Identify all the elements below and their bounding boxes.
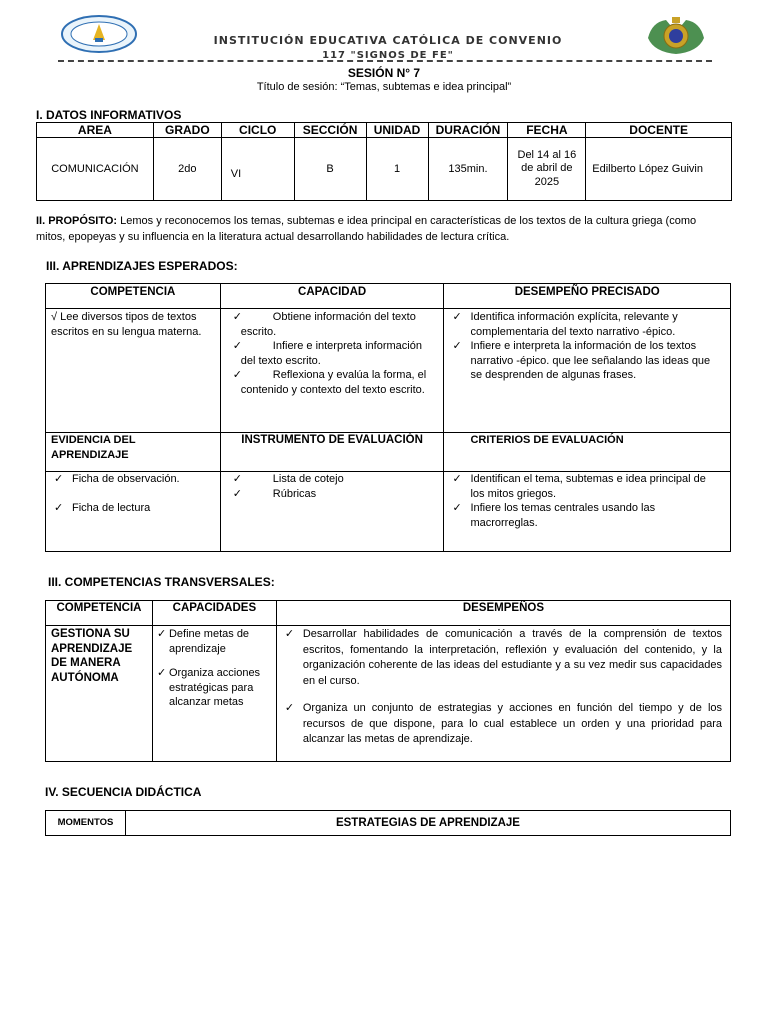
competencia-cell [46, 309, 221, 433]
value-seccion: B [294, 138, 366, 201]
desempenos-t-cell [276, 626, 730, 762]
school-logo-right [642, 14, 710, 56]
transversales-content-row [46, 626, 731, 762]
capacidad-cell [220, 309, 444, 433]
value-grado: 2do [153, 138, 221, 201]
criterio-item: ✓ Identifican el tema, subtemas e idea principal de los mitos griegos. [452, 473, 706, 500]
check-icon: ✓ [284, 628, 295, 640]
value-fecha: Del 14 al 16 de abril de 2025 [508, 138, 586, 201]
instrumento-item: ✓ Lista de cotejo [232, 473, 344, 485]
secuencia-heading: IV. SECUENCIA DIDÁCTICA [45, 785, 202, 799]
value-duracion: 135min. [428, 138, 508, 201]
header-duracion: DURACIÓN [428, 123, 508, 138]
header-grado: GRADO [153, 123, 221, 138]
aprendizajes-header-row [46, 284, 731, 309]
check-icon: ✓ [232, 487, 242, 500]
check-icon: ✓ [54, 473, 64, 485]
session-number: SESIÓN N° 7 [347, 66, 421, 80]
check-icon: ✓ [156, 667, 167, 679]
check-icon: ✓ [156, 628, 167, 640]
header-fecha: FECHA [508, 123, 586, 138]
check-icon: ✓ [232, 340, 242, 352]
check-icon: ✓ [452, 473, 462, 485]
check-icon: ✓ [452, 311, 462, 323]
capacidades-t-cell [152, 626, 276, 762]
header-unidad: UNIDAD [366, 123, 428, 138]
header-desempeno: DESEMPEÑO PRECISADO [444, 284, 731, 309]
evidencia-cell [46, 472, 221, 552]
header-competencia-t: COMPETENCIA [46, 601, 153, 626]
check-icon: ✓ [232, 369, 242, 381]
check-icon: ✓ [452, 502, 462, 514]
competencia-text: √ Lee diversos tipos de textos escritos en su lengua materna. [51, 311, 202, 338]
evidencia-item: ✓ Ficha de lectura [54, 501, 151, 514]
capacidad-t-item: ✓ Define metas de aprendizaje [156, 628, 250, 655]
check-icon: ✓ [452, 340, 462, 352]
evidencia-item: ✓ Ficha de observación. [54, 473, 180, 485]
transversales-table [45, 600, 731, 762]
aprendizajes-heading: III. APRENDIZAJES ESPERADOS: [46, 259, 238, 273]
header-momentos: MOMENTOS [46, 811, 126, 836]
datos-table [36, 122, 732, 201]
capacidad-item: ✓ Reflexiona y evalúa la forma, el contenido y contexto del texto escrito. [232, 369, 427, 396]
check-icon: ✓ [284, 702, 295, 714]
datos-value-row [37, 138, 732, 201]
evaluacion-content-row [46, 472, 731, 552]
proposito-label: II. PROPÓSITO: [36, 215, 118, 227]
header-desempenos-t: DESEMPEÑOS [276, 601, 730, 626]
transversales-header-row [46, 601, 731, 626]
criterio-item: ✓ Infiere los temas centrales usando las macrorreglas. [452, 502, 656, 529]
header-criterios: CRITERIOS DE EVALUACIÓN [444, 433, 731, 472]
desempeno-t-item: ✓ Organiza un conjunto de estrategias y acciones en función del tiempo y de los recursos de que dispone, para lo cual establece un orden y una prioridad para alcanzar las metas de aprendizaje. [284, 702, 722, 745]
check-icon: ✓ [232, 473, 242, 485]
header-ciclo: CICLO [221, 123, 294, 138]
capacidad-item: ✓ Infiere e interpreta información del texto escrito. [232, 340, 422, 367]
desempeno-item: ✓ Infiere e interpreta la información de los textos narrativo -épico. que lee señalando las ideas que se desprenden de algunas frases. [452, 340, 711, 381]
header-instrumento: INSTRUMENTO DE EVALUACIÓN [220, 433, 444, 472]
aprendizajes-content-row [46, 309, 731, 433]
header-capacidad: CAPACIDAD [220, 284, 444, 309]
value-docente: Edilberto López Guivin [586, 138, 732, 201]
secuencia-table [45, 810, 731, 836]
header-estrategias: ESTRATEGIAS DE APRENDIZAJE [125, 811, 730, 836]
proposito-block [36, 214, 728, 245]
header-area: AREA [37, 123, 154, 138]
transversales-heading: III. COMPETENCIAS TRANSVERSALES: [48, 575, 275, 589]
datos-header-row [37, 123, 732, 138]
header-seccion: SECCIÓN [294, 123, 366, 138]
desempeno-item: ✓ Identifica información explícita, relevante y complementaria del texto narrativo -épico. [452, 311, 678, 338]
capacidad-item: ✓ Obtiene información del texto escrito. [232, 311, 416, 338]
competencia-t-cell: GESTIONA SU APRENDIZAJE DE MANERA AUTÓNOMA [46, 626, 153, 762]
header-evidencia: EVIDENCIA DEL APRENDIZAJE [46, 433, 221, 472]
aprendizajes-table [45, 283, 731, 552]
secuencia-header-row [46, 811, 731, 836]
institution-subtitle: 117 "SIGNOS DE FE" [322, 50, 454, 61]
datos-heading: I. DATOS INFORMATIVOS [36, 108, 182, 122]
header-docente: DOCENTE [586, 123, 732, 138]
capacidad-t-item: ✓ Organiza acciones estratégicas para alcanzar metas [156, 667, 261, 708]
criterios-cell [444, 472, 731, 552]
value-unidad: 1 [366, 138, 428, 201]
instrumento-cell [220, 472, 444, 552]
check-icon: ✓ [232, 311, 242, 323]
header-capacidades-t: CAPACIDADES [152, 601, 276, 626]
evaluacion-header-row [46, 433, 731, 472]
value-area: COMUNICACIÓN [37, 138, 154, 201]
check-icon: ✓ [54, 501, 64, 514]
value-ciclo: VI [221, 138, 294, 201]
session-title: Título de sesión: “Temas, subtemas e idea principal” [256, 81, 512, 93]
header-competencia: COMPETENCIA [46, 284, 221, 309]
school-logo-left [60, 14, 138, 54]
desempeno-t-item: ✓ Desarrollar habilidades de comunicación a través de la comprensión de textos escritos, fomentando la interpretación, reflexión y evaluación del contenido, y la organización coherente de las ideas del estudiante y a su vez medir sus capacidades en el curso. [284, 628, 722, 687]
desempeno-cell [444, 309, 731, 433]
header-divider [58, 60, 712, 62]
proposito-text: Lemos y reconocemos los temas, subtemas e idea principal en características de los textos de la cultura griega (como mitos, epopeyas y su influencia en la literatura actual desarrollando habilidades de lectura crítica. [36, 215, 697, 243]
instrumento-item: ✓ Rúbricas [232, 487, 317, 500]
institution-name: INSTITUCIÓN EDUCATIVA CATÓLICA DE CONVENIO [213, 34, 563, 47]
